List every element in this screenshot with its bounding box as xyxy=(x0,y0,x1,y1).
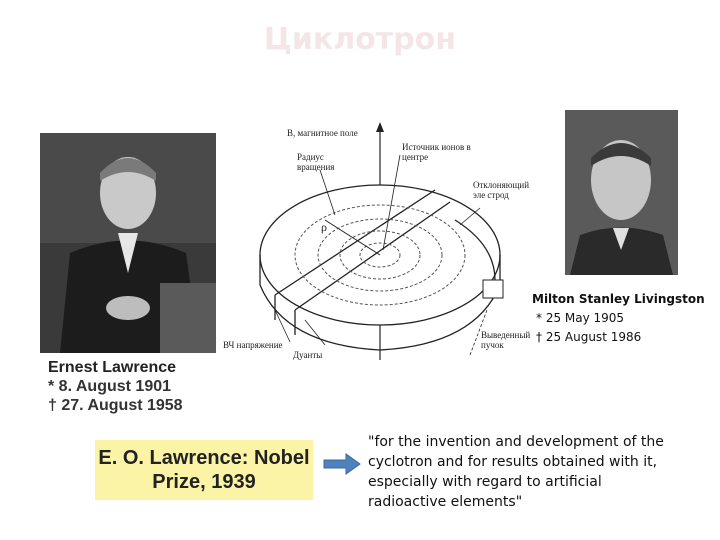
lawrence-caption xyxy=(48,358,208,428)
livingston-caption xyxy=(532,290,705,347)
livingston-photo xyxy=(565,110,678,275)
slide-title: Циклотрон xyxy=(264,22,456,57)
livingston-portrait-icon xyxy=(565,110,678,275)
label-rho: ρ xyxy=(321,220,327,234)
livingston-born: * 25 May 1905 xyxy=(536,311,625,325)
nobel-line1: E. O. Lawrence: Nobel xyxy=(98,447,310,469)
arrow-icon xyxy=(322,452,362,481)
livingston-died: † 25 August 1986 xyxy=(536,330,642,344)
label-beam: Выведенный пучок xyxy=(481,330,531,350)
nobel-line2: Prize, 1939 xyxy=(152,471,256,493)
livingston-name: Milton Stanley Livingston xyxy=(532,292,705,306)
lawrence-born: * 8. August 1901 xyxy=(48,378,172,395)
nobel-citation: "for the invention and development of the cyclotron and for results obtained with it, especially with regard to artificial radioactive elements" xyxy=(368,434,664,510)
label-b-field: B, магнитное поле xyxy=(287,128,358,138)
lawrence-name: Ernest Lawrence xyxy=(48,359,177,376)
cyclotron-diagram xyxy=(225,110,555,380)
lawrence-portrait-icon xyxy=(40,133,216,353)
nobel-box xyxy=(95,440,313,500)
lawrence-died: † 27. August 1958 xyxy=(48,397,183,414)
label-deflect: Отклоняющий эле строд xyxy=(473,180,530,200)
label-dees: Дуанты xyxy=(293,350,323,360)
label-radius: Радиус вращения xyxy=(297,152,335,172)
lawrence-photo xyxy=(40,133,216,353)
label-source: Источник ионов в центре xyxy=(402,142,471,162)
label-rf: ВЧ напряжение xyxy=(223,340,283,350)
